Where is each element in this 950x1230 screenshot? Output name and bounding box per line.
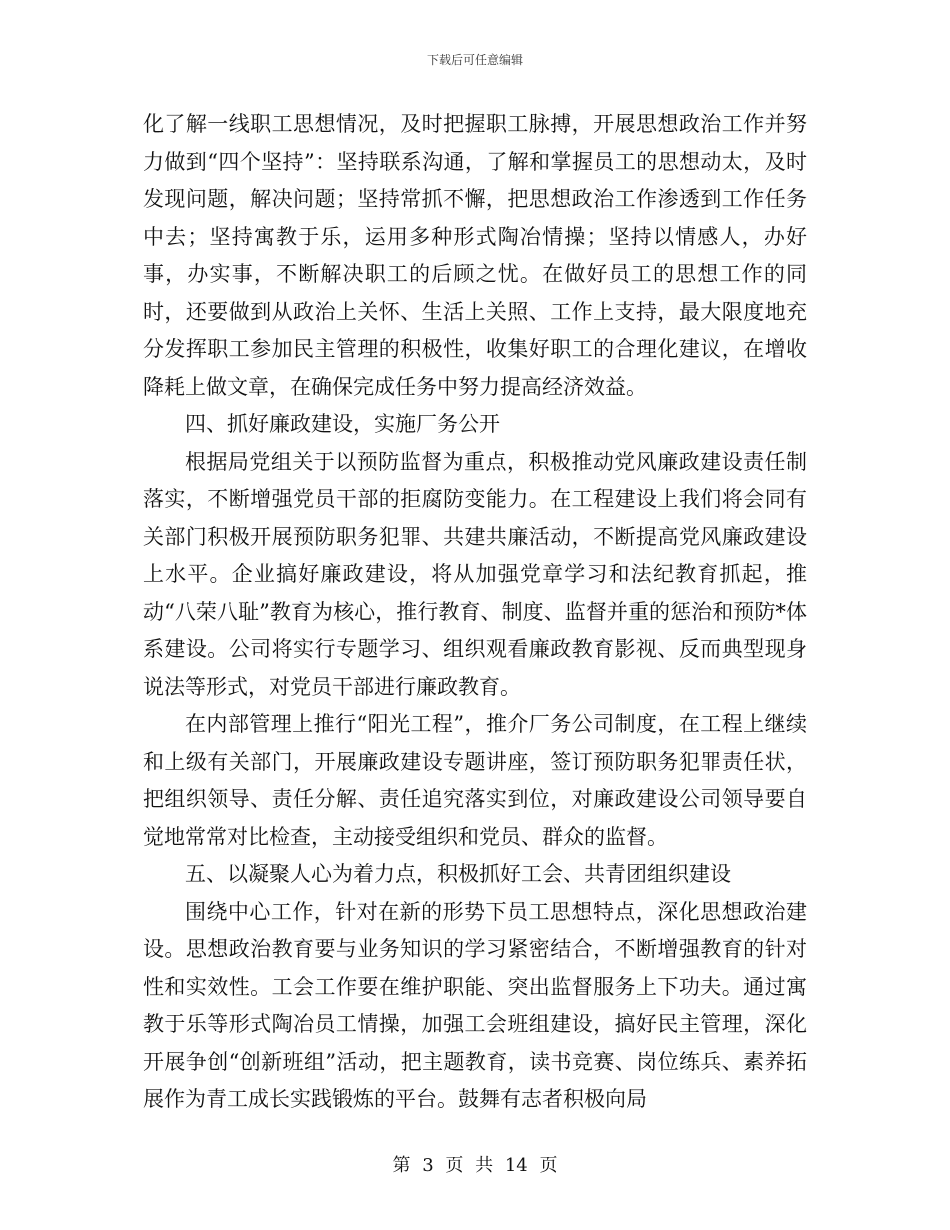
section-heading-5: 五、以凝聚人心为着力点，积极抓好工会、共青团组织建设 <box>185 862 731 886</box>
section-heading-4: 四、抓好廉政建设，实施厂务公开 <box>185 412 500 436</box>
document-body <box>143 106 807 1119</box>
page-footer: 第 3 页 共 14 页 <box>392 1155 558 1176</box>
page-header: 下载后可任意编辑 <box>426 53 523 67</box>
body-paragraph-continued: 化了解一线职工思想情况，及时把握职工脉搏，开展思想政治工作并努力做到“四个坚持”：坚持联系沟通，了解和掌握员工的思想动太，及时发现问题，解决问题；坚持常抓不懈，把思想政治工作渗透到工作任务中去；坚持寓教于乐，运用多种形式陶冶情操；坚持以情感人，办好事，办实事，不断解决职工的后顾之忧。在做好员工的思想工作的同时，还要做到从政治上关怀、生活上关照、工作上支持，最大限度地充分发挥职工参加民主管理的积极性，收集好职工的合理化建议，在增收降耗上做文章，在确保完成任务中努力提高经济效益。 <box>143 112 807 399</box>
body-paragraph: 根据局党组关于以预防监督为重点，积极推动党风廉政建设责任制落实，不断增强党员干部的拒腐防变能力。在工程建设上我们将会同有关部门积极开展预防职务犯罪、共建共廉活动，不断提高党风廉政建设上水平。企业搞好廉政建设，将从加强党章学习和法纪教育抓起，推动“八荣八耻”教育为核心，推行教育、制度、监督并重的惩治和预防*体系建设。公司将实行专题学习、组织观看廉政教育影视、反而典型现身说法等形式，对党员干部进行廉政教育。 <box>143 449 807 699</box>
body-paragraph: 在内部管理上推行“阳光工程”，推介厂务公司制度，在工程上继续和上级有关部门，开展廉政建设专题讲座，签订预防职务犯罪责任状，把组织领导、责任分解、责任追究落实到位，对廉政建设公司领导要自觉地常常对比检查，主动接受组织和党员、群众的监督。 <box>143 712 807 849</box>
body-paragraph: 围绕中心工作，针对在新的形势下员工思想特点，深化思想政治建设。思想政治教育要与业务知识的学习紧密结合，不断增强教育的针对性和实效性。工会工作要在维护职能、突出监督服务上下功夫。通过寓教于乐等形式陶冶员工情操，加强工会班组建设，搞好民主管理，深化开展争创“创新班组”活动，把主题教育，读书竞赛、岗位练兵、素养拓展作为青工成长实践锻炼的平台。鼓舞有志者积极向局 <box>143 899 807 1111</box>
